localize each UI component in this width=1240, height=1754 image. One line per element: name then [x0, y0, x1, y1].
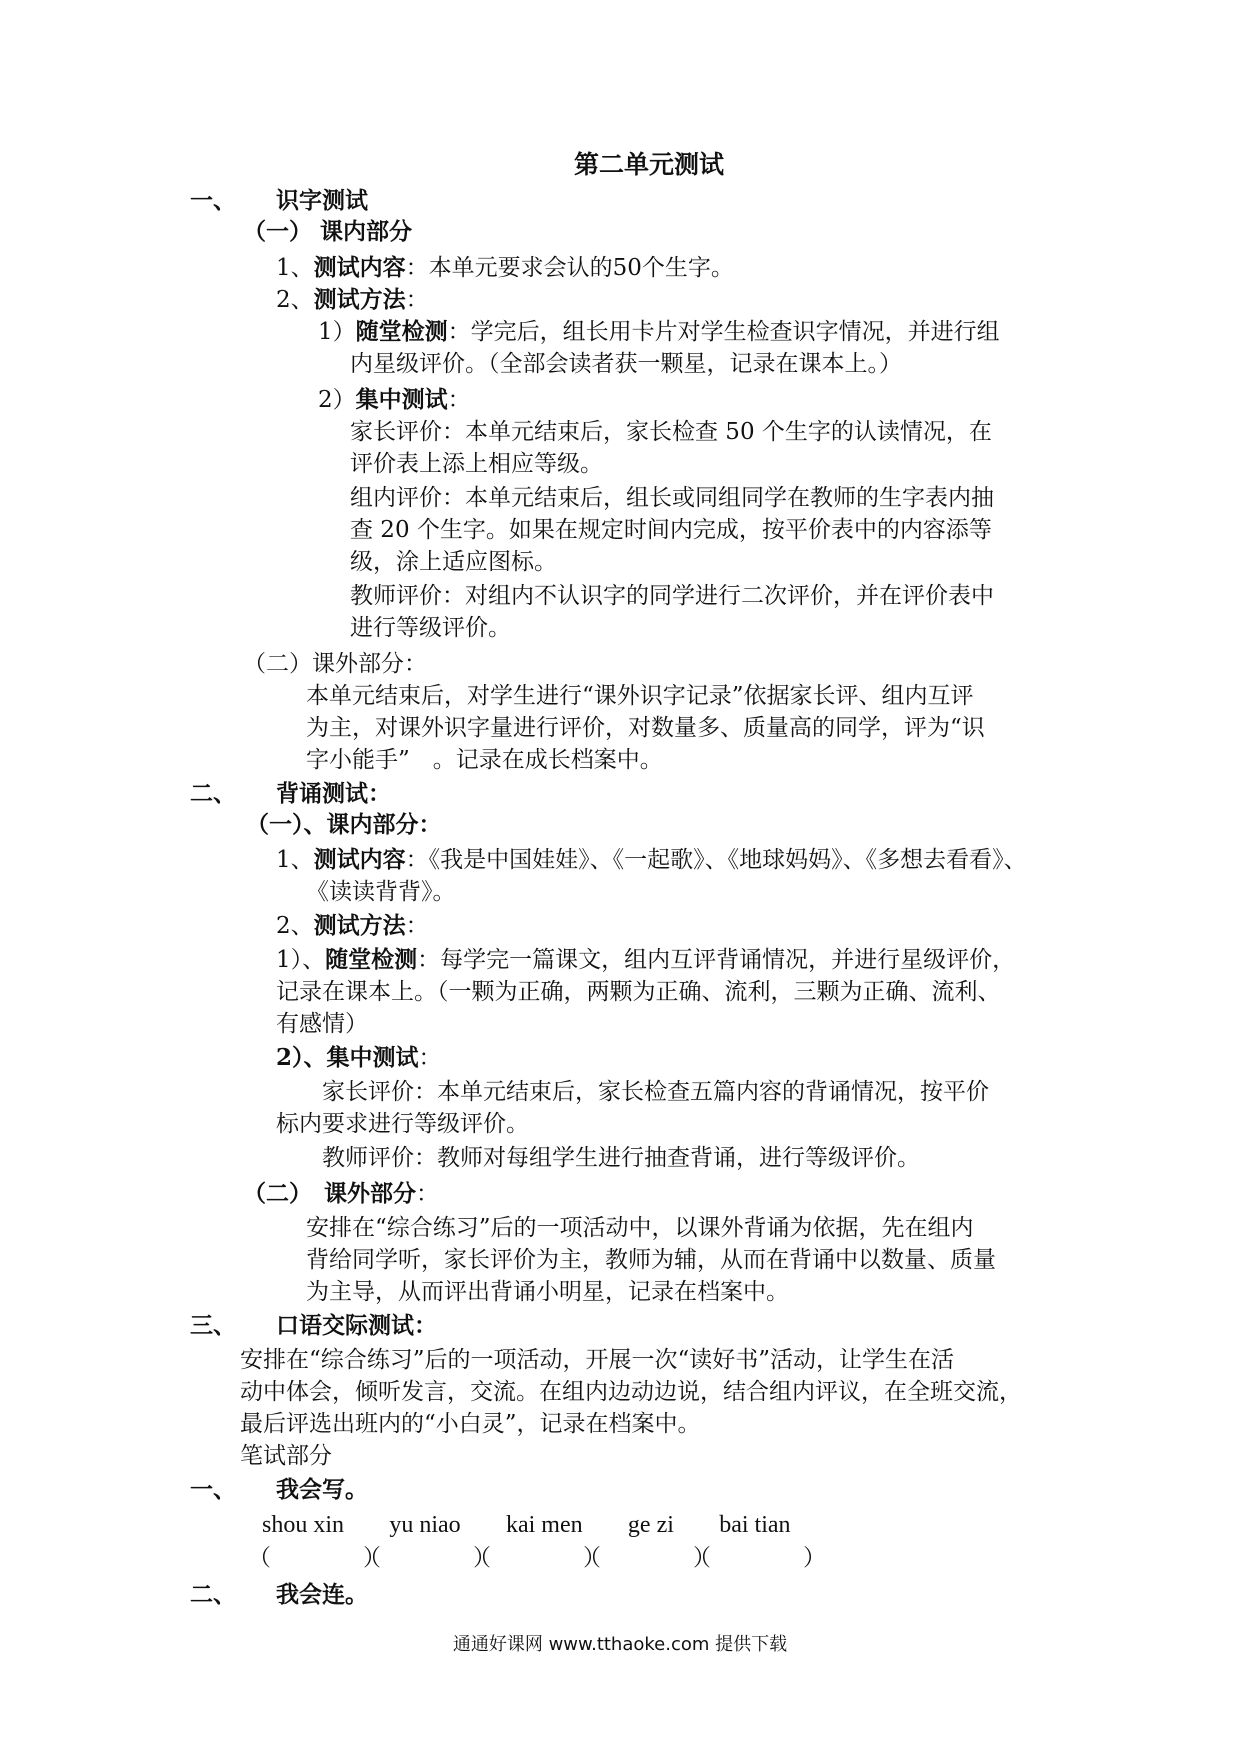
- pinyin-item: shou xin: [262, 1512, 345, 1538]
- section-2-part-2-number: （二）: [243, 1180, 312, 1207]
- s2-method-1-text-a: ：每学完一篇课文，组内互评背诵情况，并进行星级评价，: [417, 947, 1016, 973]
- s1-method-1-number: 1）: [318, 319, 356, 345]
- s1-parent-eval-line-2: 评价表上添上相应等级。: [350, 451, 603, 477]
- pinyin-item: bai tian: [719, 1512, 791, 1538]
- s3-line-1: 安排在“综合练习”后的一项活动，开展一次“读好书”活动，让学生在活: [240, 1347, 955, 1373]
- pinyin-item: ge zi: [627, 1512, 674, 1538]
- s1-method-1-line-2: 内星级评价。（全部会读者获一颗星，记录在课本上。）: [350, 351, 902, 377]
- s1-method-2-colon: ：: [447, 387, 471, 413]
- s2-method-2: [276, 1043, 442, 1073]
- s2-method-2-title: 2）、集中测试: [276, 1044, 419, 1071]
- s2-method-1-line-3: 有感情）: [276, 1011, 368, 1037]
- section-2-part-2-colon: ：: [416, 1181, 439, 1207]
- s2-item-1-number: 1、: [276, 847, 314, 873]
- section-2-number: 二、: [190, 780, 236, 807]
- s3-line-2: 动中体会，倾听发言，交流。在组内边动边说，结合组内评议，在全班交流，: [240, 1379, 1022, 1405]
- s2-item-1-text-a: ：《我是中国娃娃》、《一起歌》、《地球妈妈》、《多想去看看》、: [405, 847, 1027, 873]
- s2-item-1-line-2: 《读读背背》。: [306, 879, 456, 905]
- answer-blank[interactable]: （ ）: [468, 1545, 606, 1571]
- page-footer: 通通好课网 www.tthaoke.com 提供下载: [452, 1634, 788, 1655]
- s2-method-1-line-1: [276, 945, 1015, 975]
- s1-item-1: [276, 253, 734, 283]
- section-1-part-2-title: （二）课外部分：: [243, 651, 427, 677]
- s2-item-2-label: 测试方法: [313, 912, 406, 939]
- s2-method-2-colon: ：: [418, 1045, 442, 1071]
- s1-part-2-line-1: 本单元结束后，对学生进行“课外识字记录”依据家长评、组内互评: [306, 683, 974, 709]
- s1-item-2-label: 测试方法: [313, 286, 406, 313]
- s2-part-2-line-1: 安排在“综合练习”后的一项活动中，以课外背诵为依据，先在组内: [306, 1215, 974, 1241]
- s2-item-2: [276, 911, 429, 941]
- answer-blank[interactable]: （ ）: [248, 1545, 386, 1571]
- pinyin-item: yu niao: [389, 1512, 461, 1538]
- s1-item-1-text: ：本单元要求会认的50个生字。: [405, 255, 734, 281]
- s2-item-2-colon: ：: [405, 913, 429, 939]
- written-2-number: 二、: [190, 1581, 236, 1608]
- written-1-number: 一、: [190, 1476, 236, 1503]
- s1-method-2: [318, 385, 471, 415]
- s1-method-2-number: 2）: [318, 387, 356, 413]
- answer-blank[interactable]: （ ）: [688, 1545, 826, 1571]
- written-1-title: 我会写。: [276, 1476, 368, 1503]
- s2-parent-eval-line-1: 家长评价：本单元结束后，家长检查五篇内容的背诵情况，按平价: [322, 1079, 989, 1105]
- s1-method-1-line-1: [318, 317, 1000, 347]
- s1-item-2-number: 2、: [276, 287, 314, 313]
- s1-item-2-colon: ：: [405, 287, 429, 313]
- section-1-part-1-number: （一）: [243, 218, 312, 245]
- s2-method-1-number: 1）、: [276, 947, 326, 973]
- s1-group-eval-line-1: 组内评价：本单元结束后，组长或同组同学在教师的生字表内抽: [350, 485, 994, 511]
- page-title: 第二单元测试: [574, 150, 725, 179]
- section-2-part-2: [243, 1179, 439, 1209]
- section-1-part-1-title: 课内部分: [320, 218, 412, 245]
- section-2-part-1-title: （一）、课内部分：: [246, 811, 442, 838]
- pinyin-item: kai men: [505, 1512, 583, 1538]
- s2-method-1-label: 随堂检测: [325, 946, 418, 973]
- s1-item-2: [276, 285, 429, 315]
- s1-method-2-label: 集中测试: [355, 386, 448, 413]
- s1-part-2-line-2: 为主，对课外识字量进行评价，对数量多、质量高的同学，评为“识: [306, 715, 985, 741]
- s1-item-1-label: 测试内容: [313, 254, 406, 281]
- answer-blank[interactable]: （ ）: [358, 1545, 496, 1571]
- s2-part-2-line-3: 为主导，从而评出背诵小明星，记录在档案中。: [306, 1279, 789, 1305]
- answer-blanks-row: [248, 1543, 826, 1573]
- s2-item-2-number: 2、: [276, 913, 314, 939]
- s1-teacher-eval-line-1: 教师评价：对组内不认识字的同学进行二次评价，并在评价表中: [350, 583, 994, 609]
- written-section-heading: 笔试部分: [240, 1443, 332, 1469]
- s1-teacher-eval-line-2: 进行等级评价。: [350, 615, 511, 641]
- s3-line-3: 最后评选出班内的“小白灵”，记录在档案中。: [240, 1411, 701, 1437]
- section-3-number: 三、: [190, 1312, 236, 1339]
- section-2-title: 背诵测试：: [276, 780, 391, 807]
- s2-item-1-label: 测试内容: [313, 846, 406, 873]
- s1-parent-eval-line-1: 家长评价：本单元结束后，家长检查 50 个生字的认读情况，在: [350, 419, 992, 445]
- s2-part-2-line-2: 背给同学听，家长评价为主，教师为辅，从而在背诵中以数量、质量: [306, 1247, 996, 1273]
- s2-item-1-line-1: [276, 845, 1027, 875]
- s2-parent-eval-line-2: 标内要求进行等级评价。: [276, 1111, 529, 1137]
- s1-item-1-number: 1、: [276, 255, 314, 281]
- s1-part-2-line-3: 字小能手” 。记录在成长档案中。: [306, 747, 663, 773]
- s1-method-1-label: 随堂检测: [355, 318, 448, 345]
- pinyin-row: [262, 1510, 829, 1540]
- section-2-part-2-title: 课外部分: [324, 1180, 416, 1207]
- section-1-title: 识字测试: [276, 187, 368, 214]
- s1-group-eval-line-2: 查 20 个生字。如果在规定时间内完成，按平价表中的内容添等: [350, 517, 992, 543]
- s2-method-1-line-2: 记录在课本上。（一颗为正确，两颗为正确、流利，三颗为正确、流利、: [276, 979, 1001, 1005]
- s1-method-1-text-a: ：学完后，组长用卡片对学生检查识字情况，并进行组: [447, 319, 1000, 345]
- section-1-number: 一、: [190, 187, 236, 214]
- section-3-title: 口语交际测试：: [276, 1312, 437, 1339]
- answer-blank[interactable]: （ ）: [578, 1545, 716, 1571]
- written-2-title: 我会连。: [276, 1581, 368, 1608]
- s1-group-eval-line-3: 级，涂上适应图标。: [350, 549, 557, 575]
- s2-teacher-eval: 教师评价：教师对每组学生进行抽查背诵，进行等级评价。: [322, 1145, 920, 1171]
